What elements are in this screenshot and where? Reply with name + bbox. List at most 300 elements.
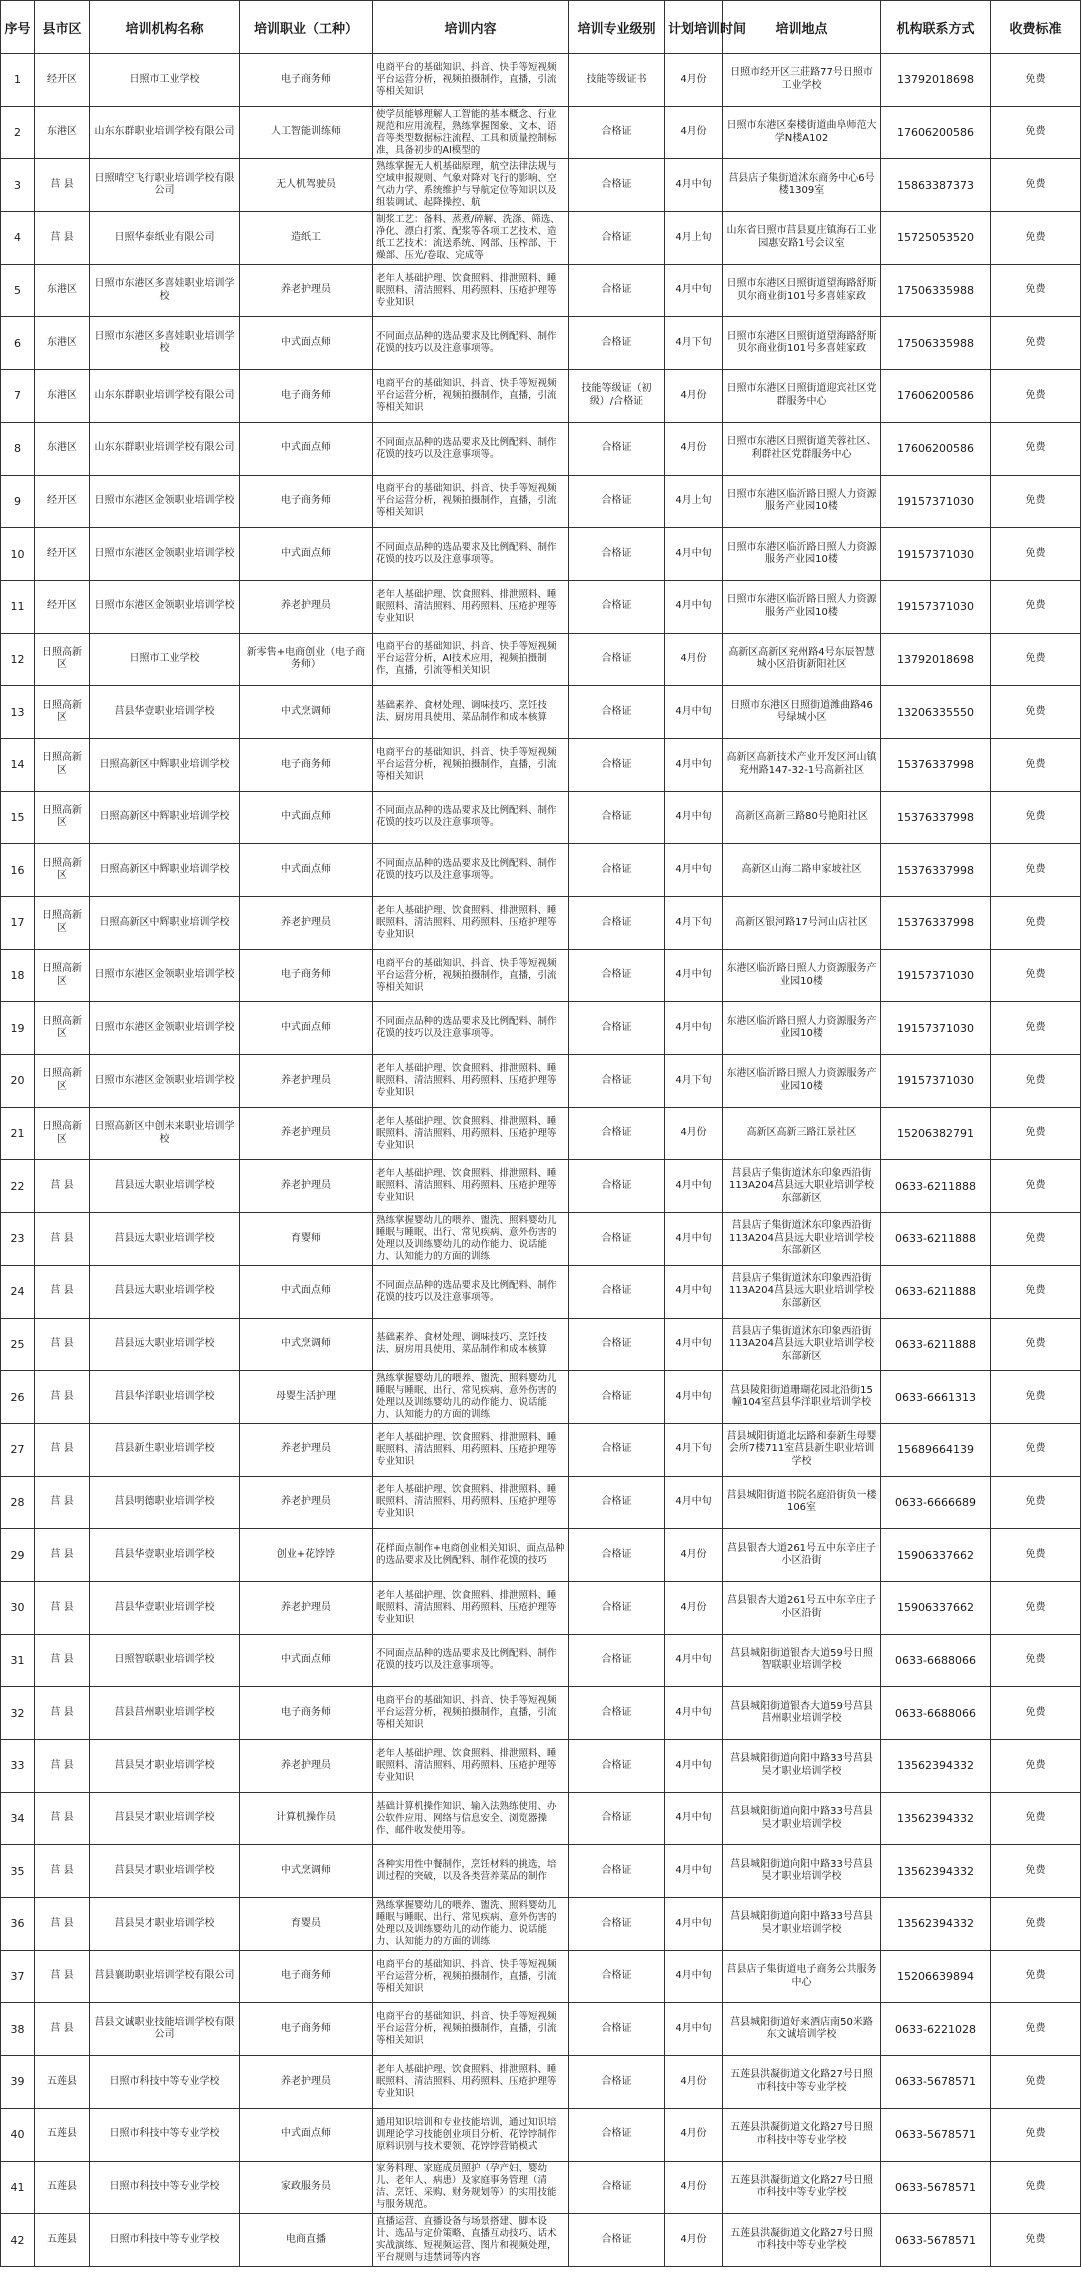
cell-phone: 13792018698: [881, 54, 991, 107]
cell-place: 莒县银杏大道261号五中东辛庄子小区沿街: [723, 1529, 881, 1582]
cell-org: 莒县远大职业培训学校: [90, 1265, 240, 1318]
cell-no: 8: [1, 422, 35, 475]
cell-phone: 17606200586: [881, 106, 991, 159]
cell-job: 中式烹调师: [240, 1845, 373, 1898]
cell-time: 4月中旬: [665, 1160, 723, 1213]
cell-org: 莒县明德职业培训学校: [90, 1476, 240, 1529]
cell-fee: 免费: [991, 2214, 1081, 2267]
cell-org: 日照市工业学校: [90, 633, 240, 686]
cell-content: 通用知识培训和专业技能培训，通过知识培训理论学习技能创业项目分析、花饽饽制作原料识别与技术要领、花饽饽营销模式: [373, 2108, 569, 2161]
cell-no: 37: [1, 1950, 35, 2003]
cell-fee: 免费: [991, 791, 1081, 844]
table-row: [1, 2003, 1081, 2056]
cell-time: 4月中旬: [665, 1634, 723, 1687]
cell-no: 32: [1, 1687, 35, 1740]
cell-no: 9: [1, 475, 35, 528]
cell-place: 日照市东港区临沂路日照人力资源服务产业园10楼: [723, 475, 881, 528]
cell-level: 合格证: [569, 106, 665, 159]
cell-job: 养老护理员: [240, 1476, 373, 1529]
cell-content: 电商平台的基础知识、抖音、快手等短视频平台运营分析，视频拍摄制作，直播，引流等相关知识: [373, 1950, 569, 2003]
cell-org: 日照市东港区金领职业培训学校: [90, 1055, 240, 1108]
cell-content: 电商平台的基础知识、抖音、快手等短视频平台运营分析，视频拍摄制作，直播，引流等相关知识: [373, 738, 569, 791]
cell-phone: 19157371030: [881, 1002, 991, 1055]
table-row: [1, 106, 1081, 159]
cell-fee: 免费: [991, 317, 1081, 370]
cell-content: 老年人基础护理、饮食照料、排泄照料、睡眠照料、清洁照料、用药照料、压疮护理等专业知识: [373, 1476, 569, 1529]
cell-place: 莒县城阳街道向阳中路33号莒县昊才职业培训学校: [723, 1845, 881, 1898]
cell-place: 高新区高新三路江景社区: [723, 1107, 881, 1160]
cell-fee: 免费: [991, 897, 1081, 950]
cell-phone: 13562394332: [881, 1792, 991, 1845]
cell-time: 4月中旬: [665, 528, 723, 581]
cell-phone: 15863387373: [881, 159, 991, 212]
table-row: [1, 1371, 1081, 1424]
cell-level: 合格证: [569, 791, 665, 844]
cell-org: 日照高新区中辉职业培训学校: [90, 738, 240, 791]
cell-county: 莒 县: [35, 1318, 90, 1371]
cell-time: 4月下旬: [665, 1423, 723, 1476]
cell-fee: 免费: [991, 1950, 1081, 2003]
cell-fee: 免费: [991, 1371, 1081, 1424]
cell-no: 5: [1, 264, 35, 317]
cell-time: 4月中旬: [665, 1792, 723, 1845]
cell-time: 4月份: [665, 2161, 723, 2214]
cell-fee: 免费: [991, 1845, 1081, 1898]
cell-level: 合格证: [569, 1845, 665, 1898]
cell-level: 合格证: [569, 897, 665, 950]
cell-content: 电商平台的基础知识、抖音、快手等短视频平台运营分析，视频拍摄制作，直播，引流等相关知识: [373, 54, 569, 107]
header-place: 培训地点: [723, 1, 881, 54]
cell-content: 不同面点品种的选品要求及比例配料、制作花馍的技巧以及注意事项等。: [373, 317, 569, 370]
cell-time: 4月中旬: [665, 1002, 723, 1055]
cell-fee: 免费: [991, 633, 1081, 686]
cell-level: 合格证: [569, 1740, 665, 1793]
cell-no: 18: [1, 949, 35, 1002]
cell-fee: 免费: [991, 686, 1081, 739]
cell-org: 日照智联职业培训学校: [90, 1634, 240, 1687]
cell-place: 莒县银杏大道261号五中东辛庄子小区沿街: [723, 1581, 881, 1634]
cell-place: 莒县城阳街道向阳中路33号莒县昊才职业培训学校: [723, 1898, 881, 1951]
header-job: 培训职业（工种）: [240, 1, 373, 54]
header-fee: 收费标准: [991, 1, 1081, 54]
cell-fee: 免费: [991, 1898, 1081, 1951]
cell-time: 4月份: [665, 633, 723, 686]
table-row: [1, 1318, 1081, 1371]
cell-fee: 免费: [991, 159, 1081, 212]
cell-fee: 免费: [991, 54, 1081, 107]
cell-fee: 免费: [991, 949, 1081, 1002]
cell-county: 莒 县: [35, 2003, 90, 2056]
cell-time: 4月中旬: [665, 1476, 723, 1529]
cell-county: 日照高新区: [35, 791, 90, 844]
cell-org: 日照市科技中等专业学校: [90, 2056, 240, 2109]
cell-fee: 免费: [991, 475, 1081, 528]
cell-level: 合格证: [569, 212, 665, 265]
cell-county: 莒 县: [35, 1950, 90, 2003]
cell-place: 高新区高新三路80号艳阳社区: [723, 791, 881, 844]
cell-no: 1: [1, 54, 35, 107]
cell-county: 五莲县: [35, 2056, 90, 2109]
cell-content: 电商平台的基础知识、抖音、快手等短视频平台运营分析，视频拍摄制作，直播，引流等相关知识: [373, 949, 569, 1002]
cell-place: 高新区高新技术产业开发区河山镇兖州路147-32-1号高新社区: [723, 738, 881, 791]
cell-job: 电商直播: [240, 2214, 373, 2267]
cell-job: 母婴生活护理: [240, 1371, 373, 1424]
cell-content: 老年人基础护理、饮食照料、排泄照料、睡眠照料、清洁照料、用药照料、压疮护理等专业知识: [373, 264, 569, 317]
cell-job: 中式面点师: [240, 791, 373, 844]
cell-time: 4月份: [665, 1529, 723, 1582]
header-phone: 机构联系方式: [881, 1, 991, 54]
cell-county: 日照高新区: [35, 1002, 90, 1055]
table-row: [1, 1476, 1081, 1529]
cell-phone: 17606200586: [881, 422, 991, 475]
cell-county: 莒 县: [35, 159, 90, 212]
cell-no: 12: [1, 633, 35, 686]
cell-place: 莒县城阳街道书院名庭沿街负一楼106室: [723, 1476, 881, 1529]
cell-job: 养老护理员: [240, 897, 373, 950]
table-row: [1, 1002, 1081, 1055]
cell-org: 日照市东港区金领职业培训学校: [90, 475, 240, 528]
cell-place: 莒县店子集街道沭东印象西沿街113A204莒县远大职业培训学校东部新区: [723, 1213, 881, 1266]
cell-level: 合格证: [569, 1213, 665, 1266]
cell-no: 15: [1, 791, 35, 844]
cell-no: 29: [1, 1529, 35, 1582]
cell-county: 莒 县: [35, 1423, 90, 1476]
cell-level: 合格证: [569, 1792, 665, 1845]
cell-county: 莒 县: [35, 1898, 90, 1951]
cell-level: 合格证: [569, 686, 665, 739]
cell-county: 日照高新区: [35, 1055, 90, 1108]
cell-org: 日照市东港区金领职业培训学校: [90, 949, 240, 1002]
cell-county: 莒 县: [35, 1581, 90, 1634]
cell-time: 4月中旬: [665, 1265, 723, 1318]
cell-org: 日照晴空飞行职业培训学校有限公司: [90, 159, 240, 212]
table-row: [1, 1529, 1081, 1582]
cell-fee: 免费: [991, 264, 1081, 317]
cell-place: 日照市东港区日照街道望海路舒斯贝尔商业街101号多喜娃家政: [723, 317, 881, 370]
cell-content: 不同面点品种的选品要求及比例配料、制作花馍的技巧以及注意事项等。: [373, 1265, 569, 1318]
cell-content: 老年人基础护理、饮食照料、排泄照料、睡眠照料、清洁照料、用药照料、压疮护理等专业知识: [373, 580, 569, 633]
cell-time: 4月中旬: [665, 580, 723, 633]
cell-fee: 免费: [991, 1213, 1081, 1266]
cell-time: 4月中旬: [665, 686, 723, 739]
table-row: [1, 791, 1081, 844]
cell-time: 4月上旬: [665, 212, 723, 265]
cell-county: 日照高新区: [35, 633, 90, 686]
table-row: [1, 422, 1081, 475]
cell-content: 电商平台的基础知识、抖音、快手等短视频平台运营分析，视频拍摄制作，直播，引流等相关知识: [373, 475, 569, 528]
cell-no: 36: [1, 1898, 35, 1951]
cell-org: 莒县华壹职业培训学校: [90, 686, 240, 739]
cell-county: 日照高新区: [35, 949, 90, 1002]
header-org: 培训机构名称: [90, 1, 240, 54]
cell-job: 养老护理员: [240, 1423, 373, 1476]
cell-county: 日照高新区: [35, 738, 90, 791]
cell-no: 26: [1, 1371, 35, 1424]
cell-fee: 免费: [991, 844, 1081, 897]
cell-fee: 免费: [991, 370, 1081, 423]
cell-place: 高新区高新区兖州路4号东辰智慧城小区沿街新阳社区: [723, 633, 881, 686]
cell-time: 4月中旬: [665, 791, 723, 844]
cell-org: 日照高新区中创未来职业培训学校: [90, 1107, 240, 1160]
table-row: [1, 1845, 1081, 1898]
table-row: [1, 1687, 1081, 1740]
cell-county: 莒 县: [35, 212, 90, 265]
cell-content: 老年人基础护理、饮食照料、排泄照料、睡眠照料、清洁照料、用药照料、压疮护理等专业知识: [373, 1581, 569, 1634]
header-no: 序号: [1, 1, 35, 54]
cell-place: 莒县店子集街道沭东印象西沿街113A204莒县远大职业培训学校东部新区: [723, 1265, 881, 1318]
cell-place: 莒县城阳街道向阳中路33号莒县昊才职业培训学校: [723, 1740, 881, 1793]
cell-no: 2: [1, 106, 35, 159]
cell-place: 莒县店子集街道电子商务公共服务中心: [723, 1950, 881, 2003]
cell-phone: 0633-6666689: [881, 1476, 991, 1529]
cell-place: 山东省日照市莒县夏庄镇海石工业园惠安路1号会议室: [723, 212, 881, 265]
cell-org: 日照高新区中辉职业培训学校: [90, 897, 240, 950]
cell-fee: 免费: [991, 1634, 1081, 1687]
cell-no: 16: [1, 844, 35, 897]
table-row: [1, 844, 1081, 897]
cell-phone: 13562394332: [881, 1845, 991, 1898]
cell-level: 合格证: [569, 159, 665, 212]
cell-county: 经开区: [35, 580, 90, 633]
cell-job: 养老护理员: [240, 1107, 373, 1160]
cell-content: 老年人基础护理、饮食照料、排泄照料、睡眠照料、清洁照料、用药照料、压疮护理等专业知识: [373, 1423, 569, 1476]
cell-level: 合格证: [569, 1581, 665, 1634]
cell-place: 莒县城阳街道银杏大道59号日照智联职业培训学校: [723, 1634, 881, 1687]
cell-time: 4月份: [665, 106, 723, 159]
cell-content: 电商平台的基础知识、抖音、快手等短视频平台运营分析，视频拍摄制作，直播，引流等相关知识: [373, 1687, 569, 1740]
table-row: [1, 897, 1081, 950]
cell-job: 养老护理员: [240, 1740, 373, 1793]
cell-time: 4月份: [665, 2214, 723, 2267]
cell-no: 33: [1, 1740, 35, 1793]
cell-place: 日照市东港区临沂路日照人力资源服务产业园10楼: [723, 580, 881, 633]
cell-phone: 0633-6211888: [881, 1213, 991, 1266]
cell-job: 养老护理员: [240, 1160, 373, 1213]
cell-level: 合格证: [569, 422, 665, 475]
cell-place: 日照市东港区秦楼街道曲阜师范大学N楼A102: [723, 106, 881, 159]
cell-no: 22: [1, 1160, 35, 1213]
cell-county: 经开区: [35, 528, 90, 581]
cell-time: 4月份: [665, 2056, 723, 2109]
cell-no: 4: [1, 212, 35, 265]
cell-content: 熟练掌握婴幼儿的喂养、盥洗、照料婴幼儿睡眠与睡眠、出行、常见疾病、意外伤害的处理以及训练婴幼儿的动作能力、说话能力、认知能力的方面的训练: [373, 1213, 569, 1266]
cell-fee: 免费: [991, 1792, 1081, 1845]
cell-content: 不同面点品种的选品要求及比例配料、制作花馍的技巧以及注意事项等。: [373, 844, 569, 897]
cell-phone: 15376337998: [881, 844, 991, 897]
cell-org: 日照市科技中等专业学校: [90, 2161, 240, 2214]
cell-level: 合格证: [569, 1107, 665, 1160]
table-row: [1, 1740, 1081, 1793]
cell-county: 日照高新区: [35, 686, 90, 739]
cell-content: 熟练掌握无人机基础原理，航空法律法规与空域申报规则、气象对降对飞行的影响、空气动力学、系统维护与导航定位等知识以及组装调试、起降操控、航: [373, 159, 569, 212]
cell-level: 合格证: [569, 1055, 665, 1108]
cell-fee: 免费: [991, 1107, 1081, 1160]
table-row: [1, 686, 1081, 739]
cell-county: 莒 县: [35, 1845, 90, 1898]
table-row: [1, 1160, 1081, 1213]
cell-place: 莒县店子集街道沭东印象西沿街113A204莒县远大职业培训学校东部新区: [723, 1318, 881, 1371]
cell-time: 4月中旬: [665, 1213, 723, 1266]
cell-level: 合格证: [569, 580, 665, 633]
table-row: [1, 264, 1081, 317]
table-row: [1, 475, 1081, 528]
cell-org: 莒县新生职业培训学校: [90, 1423, 240, 1476]
cell-org: 山东东群职业培训学校有限公司: [90, 106, 240, 159]
cell-time: 4月中旬: [665, 844, 723, 897]
cell-no: 27: [1, 1423, 35, 1476]
cell-phone: 15206382791: [881, 1107, 991, 1160]
cell-job: 新零售+电商创业（电子商务师）: [240, 633, 373, 686]
cell-level: 技能等级证（初级）/合格证: [569, 370, 665, 423]
cell-phone: 15689664139: [881, 1423, 991, 1476]
cell-job: 电子商务师: [240, 1950, 373, 2003]
cell-phone: 0633-6688066: [881, 1634, 991, 1687]
table-row: [1, 1423, 1081, 1476]
cell-org: 莒县昊才职业培训学校: [90, 1792, 240, 1845]
cell-no: 42: [1, 2214, 35, 2267]
cell-org: 莒县华洋职业培训学校: [90, 1371, 240, 1424]
cell-content: 熟练掌握婴幼儿的喂养、盥洗、照料婴幼儿睡眠与睡眠、出行、常见疾病、意外伤害的处理以及训练婴幼儿的动作能力、说话能力、认知能力的方面的训练: [373, 1371, 569, 1424]
cell-job: 电子商务师: [240, 2003, 373, 2056]
cell-county: 东港区: [35, 422, 90, 475]
cell-level: 合格证: [569, 1423, 665, 1476]
cell-time: 4月中旬: [665, 1371, 723, 1424]
cell-org: 日照市东港区金领职业培训学校: [90, 1002, 240, 1055]
cell-job: 造纸工: [240, 212, 373, 265]
cell-job: 养老护理员: [240, 580, 373, 633]
cell-county: 莒 县: [35, 1213, 90, 1266]
cell-level: 合格证: [569, 528, 665, 581]
cell-job: 无人机驾驶员: [240, 159, 373, 212]
table-row: [1, 1581, 1081, 1634]
cell-content: 直播运营、直播设备与场景搭建、脚本设计、选品与定价策略、直播互动技巧、话术实战演练、短视频运营、图片和视频处理，平台规则与违禁词等内容: [373, 2214, 569, 2267]
cell-level: 合格证: [569, 1002, 665, 1055]
cell-no: 23: [1, 1213, 35, 1266]
cell-no: 19: [1, 1002, 35, 1055]
cell-content: 老年人基础护理、饮食照料、排泄照料、睡眠照料、清洁照料、用药照料、压疮护理等专业知识: [373, 897, 569, 950]
cell-content: 电商平台的基础知识、抖音、快手等短视频平台运营分析，视频拍摄制作，直播，引流等相关知识: [373, 2003, 569, 2056]
cell-phone: 0633-5678571: [881, 2108, 991, 2161]
cell-time: 4月中旬: [665, 159, 723, 212]
cell-phone: 13562394332: [881, 1740, 991, 1793]
cell-no: 34: [1, 1792, 35, 1845]
cell-county: 莒 县: [35, 1634, 90, 1687]
cell-place: 莒县陵阳街道珊瑚花园北沿街15幢104室莒县华洋职业培训学校: [723, 1371, 881, 1424]
cell-org: 日照市东港区金领职业培训学校: [90, 528, 240, 581]
cell-phone: 0633-6221028: [881, 2003, 991, 2056]
cell-time: 4月份: [665, 1581, 723, 1634]
cell-time: 4月中旬: [665, 264, 723, 317]
cell-place: 莒县城阳街道北坛路和泰新生母婴会所7楼711室莒县新生职业培训学校: [723, 1423, 881, 1476]
cell-phone: 13206335550: [881, 686, 991, 739]
table-row: [1, 1107, 1081, 1160]
cell-content: 不同面点品种的选品要求及比例配料、制作花馍的技巧以及注意事项等。: [373, 1002, 569, 1055]
cell-phone: 0633-6211888: [881, 1318, 991, 1371]
cell-county: 东港区: [35, 106, 90, 159]
cell-no: 24: [1, 1265, 35, 1318]
cell-content: 电商平台的基础知识、抖音、快手等短视频平台运营分析，视频拍摄制作，直播，引流等相关知识: [373, 370, 569, 423]
table-body: [1, 54, 1081, 2267]
cell-content: 老年人基础护理、饮食照料、排泄照料、睡眠照料、清洁照料、用药照料、压疮护理等专业知识: [373, 2056, 569, 2109]
cell-no: 13: [1, 686, 35, 739]
cell-level: 合格证: [569, 738, 665, 791]
cell-org: 莒县远大职业培训学校: [90, 1213, 240, 1266]
cell-level: 合格证: [569, 1687, 665, 1740]
cell-job: 中式面点师: [240, 422, 373, 475]
table-row: [1, 317, 1081, 370]
cell-phone: 15906337662: [881, 1529, 991, 1582]
cell-phone: 0633-6211888: [881, 1265, 991, 1318]
cell-place: 莒县店子集街道沭东印象西沿街113A204莒县远大职业培训学校东部新区: [723, 1160, 881, 1213]
table-row: [1, 633, 1081, 686]
cell-org: 山东东群职业培训学校有限公司: [90, 370, 240, 423]
cell-no: 35: [1, 1845, 35, 1898]
cell-level: 合格证: [569, 844, 665, 897]
cell-fee: 免费: [991, 528, 1081, 581]
cell-org: 莒县昊才职业培训学校: [90, 1740, 240, 1793]
cell-job: 养老护理员: [240, 1581, 373, 1634]
cell-place: 东港区临沂路日照人力资源服务产业园10楼: [723, 1055, 881, 1108]
cell-level: 合格证: [569, 1898, 665, 1951]
cell-no: 38: [1, 2003, 35, 2056]
cell-job: 电子商务师: [240, 738, 373, 791]
cell-time: 4月中旬: [665, 1740, 723, 1793]
cell-content: 不同面点品种的选品要求及比例配料、制作花馍的技巧以及注意事项等。: [373, 422, 569, 475]
cell-fee: 免费: [991, 2108, 1081, 2161]
cell-level: 合格证: [569, 1476, 665, 1529]
cell-fee: 免费: [991, 1318, 1081, 1371]
table-row: [1, 1213, 1081, 1266]
cell-time: 4月中旬: [665, 1845, 723, 1898]
cell-phone: 15376337998: [881, 791, 991, 844]
cell-county: 经开区: [35, 475, 90, 528]
cell-org: 莒县昊才职业培训学校: [90, 1898, 240, 1951]
table-row: [1, 949, 1081, 1002]
cell-fee: 免费: [991, 580, 1081, 633]
cell-level: 合格证: [569, 264, 665, 317]
cell-level: 合格证: [569, 1160, 665, 1213]
table-row: [1, 2214, 1081, 2267]
cell-level: 合格证: [569, 1634, 665, 1687]
cell-no: 11: [1, 580, 35, 633]
cell-content: 家务料理、家庭成员照护（孕产妇、婴幼儿、老年人、病患）及家庭事务管理（清洁、烹饪、采购、财务规划等）的实用技能与服务规范。: [373, 2161, 569, 2214]
cell-place: 日照市东港区日照街道潍曲路46号绿城小区: [723, 686, 881, 739]
cell-county: 日照高新区: [35, 844, 90, 897]
cell-job: 电子商务师: [240, 54, 373, 107]
cell-org: 山东东群职业培训学校有限公司: [90, 422, 240, 475]
cell-time: 4月上旬: [665, 475, 723, 528]
cell-fee: 免费: [991, 1002, 1081, 1055]
cell-job: 中式面点师: [240, 844, 373, 897]
cell-fee: 免费: [991, 1529, 1081, 1582]
cell-time: 4月下旬: [665, 897, 723, 950]
table-row: [1, 528, 1081, 581]
cell-job: 养老护理员: [240, 264, 373, 317]
cell-time: 4月下旬: [665, 317, 723, 370]
cell-place: 莒县城阳街道好来酒店南50米路东文诚培训学校: [723, 2003, 881, 2056]
cell-level: 合格证: [569, 2108, 665, 2161]
cell-job: 电子商务师: [240, 949, 373, 1002]
cell-content: 老年人基础护理、饮食照料、排泄照料、睡眠照料、清洁照料、用药照料、压疮护理等专业知识: [373, 1740, 569, 1793]
cell-time: 4月份: [665, 54, 723, 107]
cell-place: 莒县城阳街道银杏大道59号莒县莒州职业培训学校: [723, 1687, 881, 1740]
table-row: [1, 1792, 1081, 1845]
cell-job: 人工智能训练师: [240, 106, 373, 159]
cell-phone: 0633-5678571: [881, 2214, 991, 2267]
cell-content: 老年人基础护理、饮食照料、排泄照料、睡眠照料、清洁照料、用药照料、压疮护理等专业知识: [373, 1160, 569, 1213]
header-level: 培训专业级别: [569, 1, 665, 54]
cell-phone: 13792018698: [881, 633, 991, 686]
